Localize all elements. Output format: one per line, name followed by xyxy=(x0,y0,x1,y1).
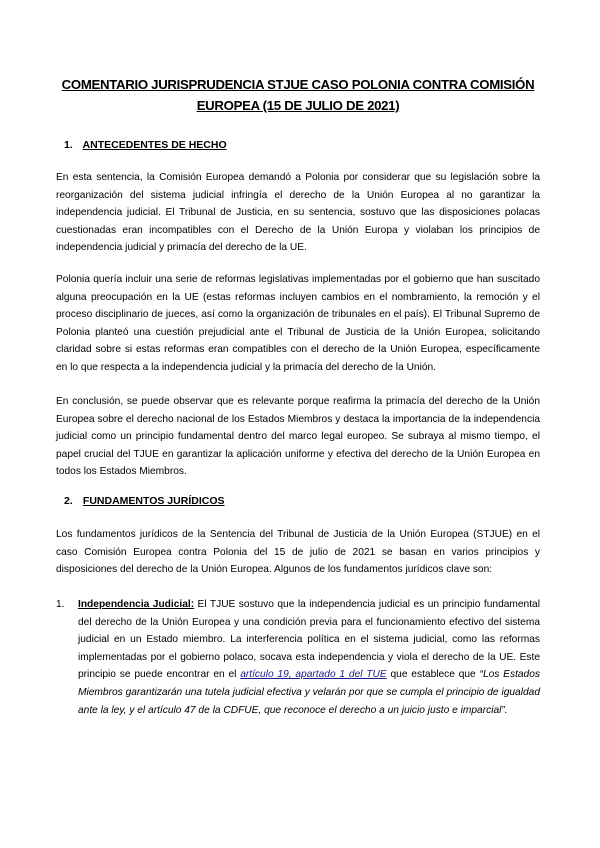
section-number: 2. xyxy=(64,495,73,507)
legal-quote: “Los Estados Miembros garantizarán una tutela judicial efectiva y velarán por que se cumpla el principio de igualdad ante la ley, y el artículo 47 de la CDFUE, que reconoce el derecho a un juicio justo e imparcial”. xyxy=(78,669,540,716)
section-number: 1. xyxy=(64,139,73,151)
article-reference-link[interactable]: artículo 19, apartado 1 del TUE xyxy=(240,669,387,681)
paragraph: Polonia quería incluir una serie de reformas legislativas implementadas por el gobierno que han suscitado alguna preocupación en la UE (estas reformas incluyen cambios en el nombramiento, la remoción y el proceso disciplinario de jueces, así como la organización de tribunales en el país). El Tribunal Supremo de Polonia planteó una cuestión prejudicial ante el Tribunal de Justicia de la Unión Europea, solicitando claridad sobre si estas reformas eran compatibles con el derecho de la Unión Europea, específicamente en lo que respecta a la independencia judicial y la primacía del derecho de la Unión. xyxy=(56,274,540,373)
paragraph: Los fundamentos jurídicos de la Sentencia del Tribunal de Justicia de la Unión Europea (STJUE) en el caso Comisión Europea contra Polonia del 15 de julio de 2021 se basan en varios principios y disposiciones del derecho de la Unión Europea. Algunos de los fundamentos jurídicos clave son: xyxy=(56,529,540,576)
list-item-label: Independencia Judicial: xyxy=(78,599,195,610)
list-item-number: 1. xyxy=(56,599,65,610)
section-heading-fundamentos xyxy=(64,494,225,508)
section-title: ANTECEDENTES DE HECHO xyxy=(82,139,227,151)
paragraph: En conclusión, se puede observar que es relevante porque reafirma la primacía del derecho de la Unión Europea sobre el derecho nacional de los Estados Miembros y destaca la importancia de la independencia judicial como un principio fundamental dentro del marco legal europeo. Se subraya al mismo tiempo, el papel crucial del TJUE en garantizar la aplicación uniforme y efectiva del derecho de la Unión Europea en todos los Estados Miembros. xyxy=(56,396,540,478)
list-item-text-continued: que establece que xyxy=(386,669,480,681)
section-title: FUNDAMENTOS JURÍDICOS xyxy=(82,495,225,507)
paragraph: En esta sentencia, la Comisión Europea demandó a Polonia por considerar que su legislación sobre la reorganización del sistema judicial infringía el derecho de la Unión Europea al no garantizar la independencia judicial. El Tribunal de Justicia, en su sentencia, sostuvo que las disposiciones polacas cuestionadas eran incompatibles con el Derecho de la Unión Europa y violaban los principios de independencia judicial y primacía del derecho de la UE. xyxy=(56,172,540,254)
list-item xyxy=(56,596,540,719)
document-title: COMENTARIO JURISPRUDENCIA STJUE CASO POLONIA CONTRA COMISIÓN EUROPEA (15 DE JULIO DE 2021) xyxy=(61,77,535,113)
section-heading-antecedentes xyxy=(64,138,227,152)
list-item-text: El TJUE sostuvo que la independencia judicial es un principio fundamental del derecho de la Unión Europea y una condición previa para el funcionamiento efectivo del sistema judicial en un Estado miembro. La interferencia política en el sistema judicial, como las reformas implementadas por el gobierno polaco, socava esta independencia y viola el derecho de la UE. Este principio se puede encontrar en el xyxy=(78,599,540,681)
